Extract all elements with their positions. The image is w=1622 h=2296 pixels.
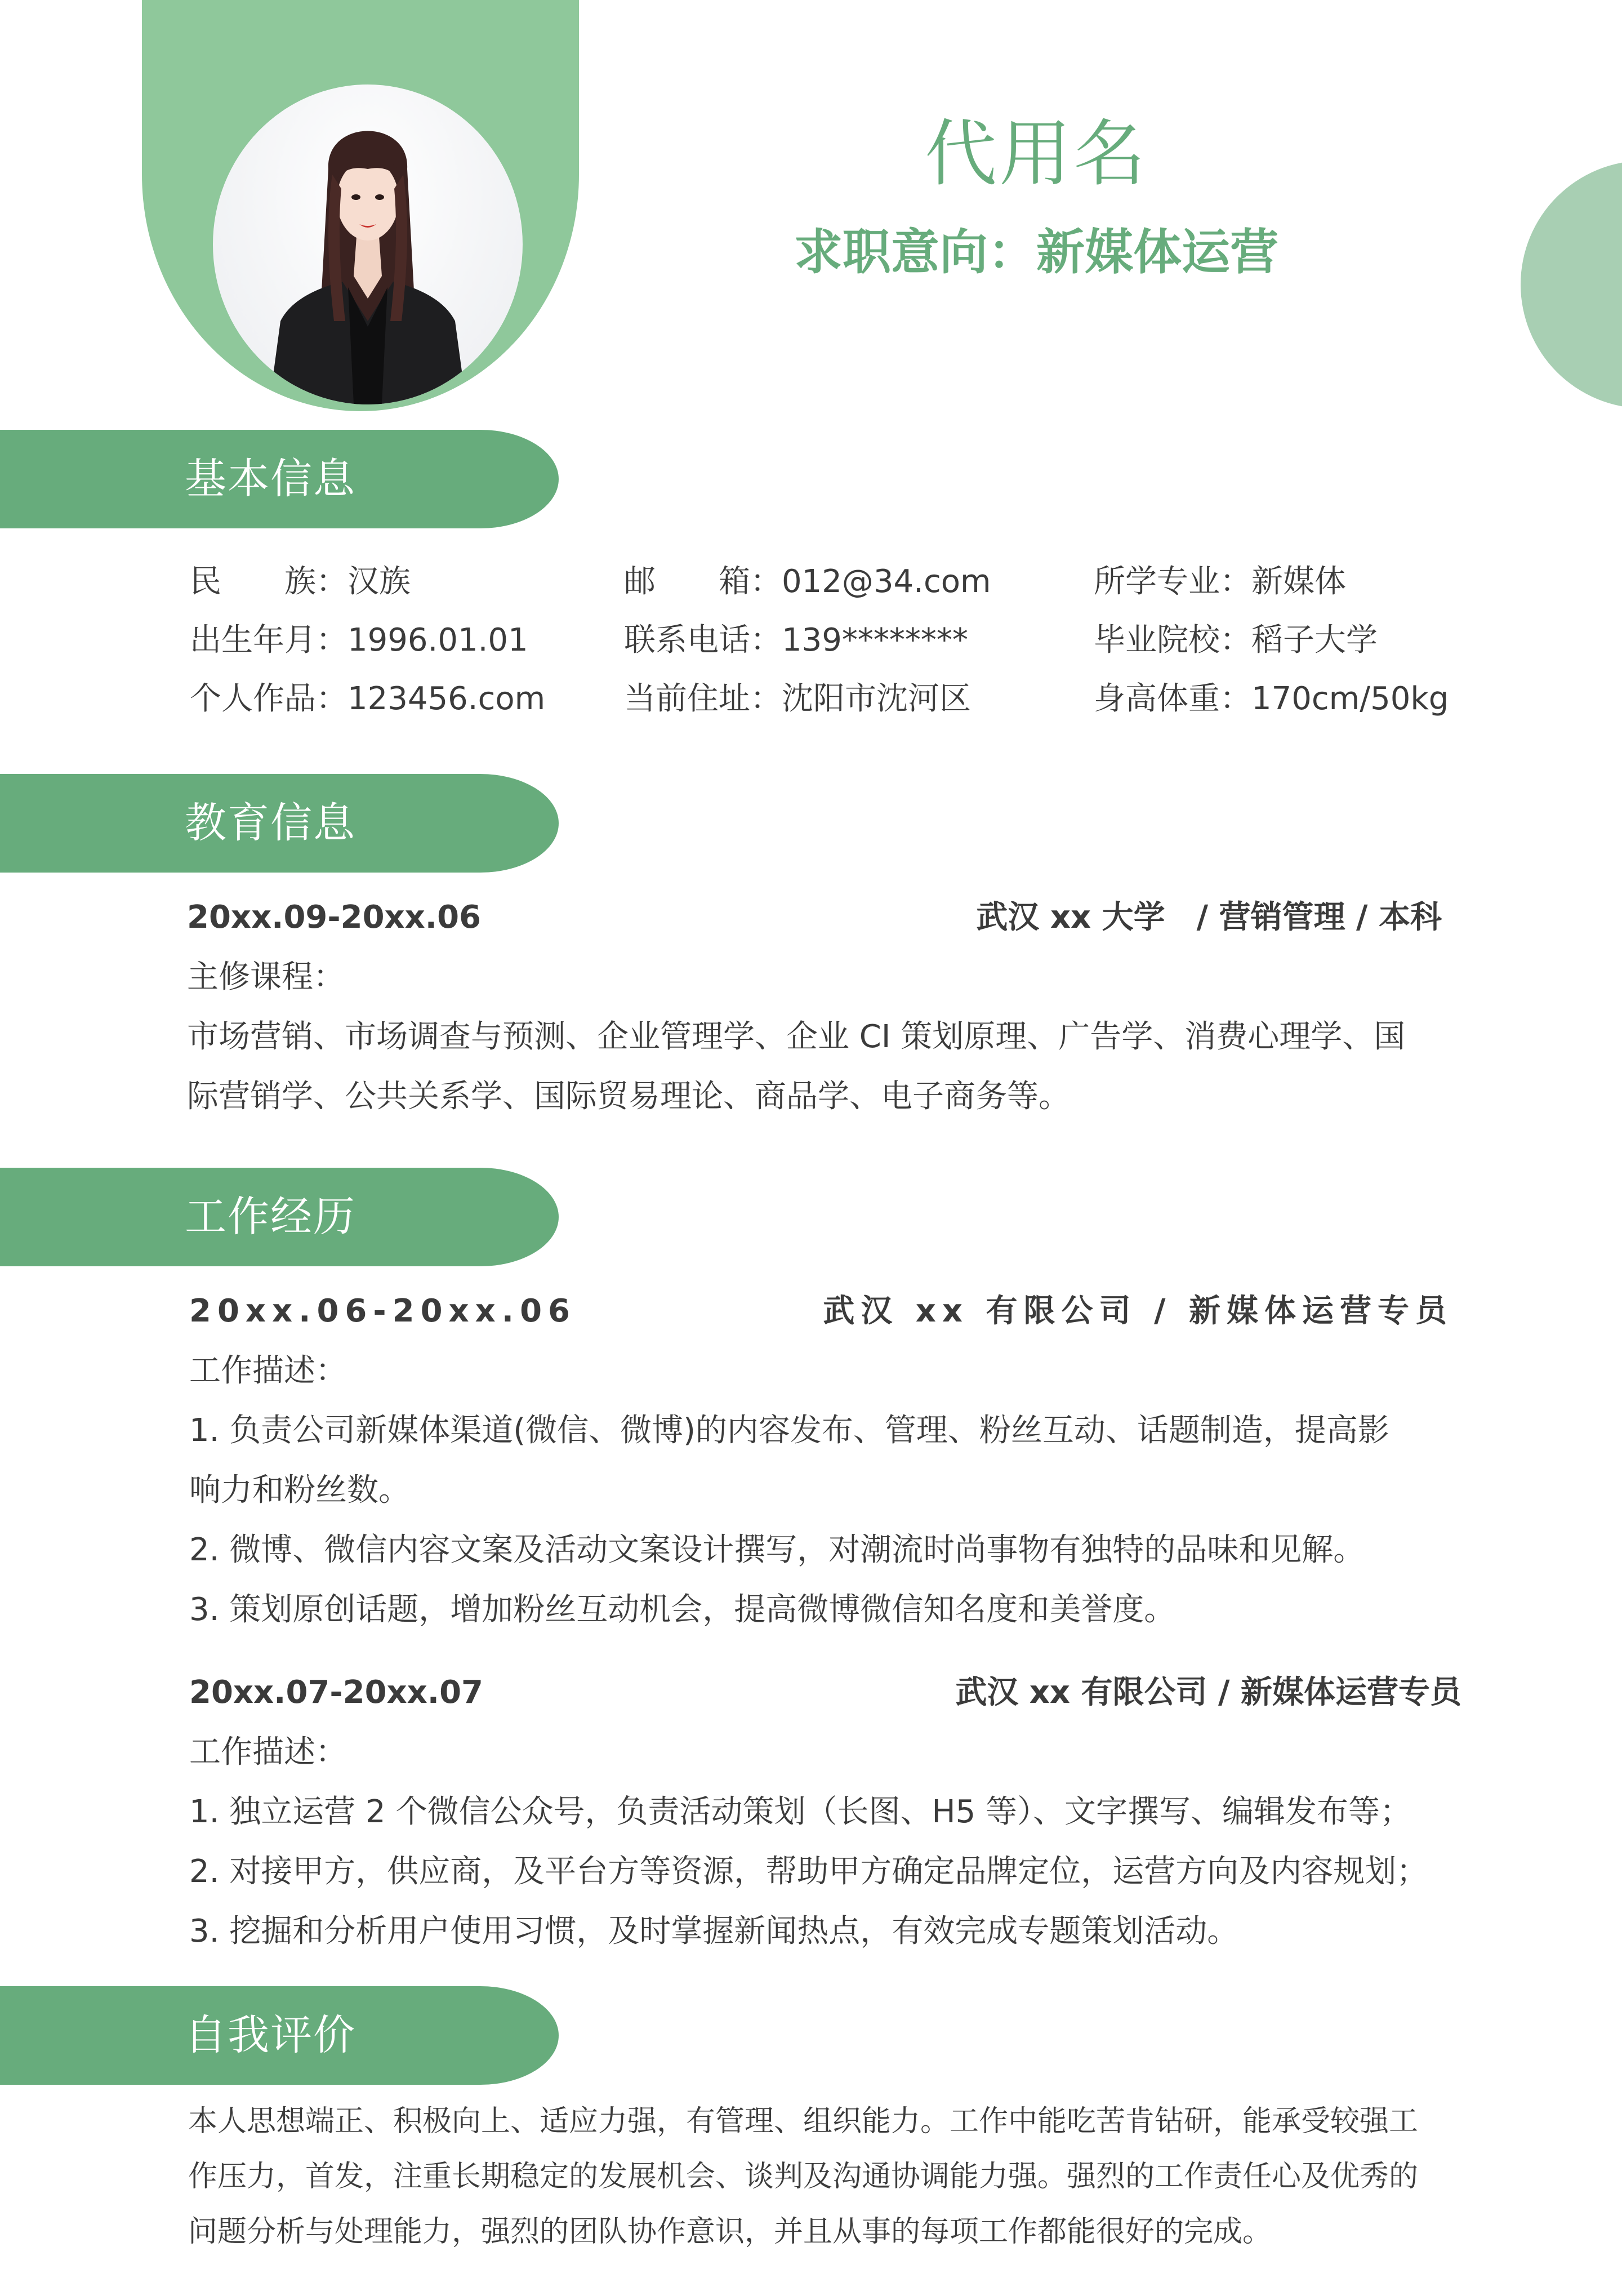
job-1-desc-label: 工作描述： xyxy=(189,1352,347,1389)
self-eval-line: 作压力，首发，注重长期稳定的发展机会、谈判及沟通协调能力强。强烈的工作责任心及优秀的 xyxy=(188,2160,1419,2193)
info-label: 邮 箱： xyxy=(624,563,782,600)
info-row-school xyxy=(1094,622,1449,658)
info-value: 139******** xyxy=(782,622,968,658)
info-value: 1996.01.01 xyxy=(347,622,528,658)
info-row-email xyxy=(624,563,991,600)
job-intention: 求职意向：新媒体运营 xyxy=(794,224,1278,281)
courses-line-1: 市场营销、市场调查与预测、企业管理学、企业 CI 策划原理、广告学、消费心理学、国 xyxy=(187,1018,1406,1055)
job-2-period: 20xx.07-20xx.07 xyxy=(189,1674,483,1711)
job-1-desc-line: 3. 策划原创话题，增加粉丝互动机会，提高微博微信知名度和美誉度。 xyxy=(189,1591,1176,1628)
section-header-self-evaluation xyxy=(0,1986,559,2085)
courses-label: 主修课程： xyxy=(187,959,345,995)
info-row-major xyxy=(1094,563,1449,600)
job-1-desc-line: 2. 微博、微信内容文案及活动文案设计撰写，对潮流时尚事物有独特的品味和见解。 xyxy=(189,1532,1365,1568)
self-eval-line: 问题分析与处理能力，强烈的团队协作意识，并且从事的每项工作都能很好的完成。 xyxy=(188,2215,1272,2249)
info-label: 出生年月： xyxy=(190,622,347,658)
section-header-work xyxy=(0,1168,559,1266)
info-label: 当前住址： xyxy=(624,680,782,717)
job-2-desc-line: 1. 独立运营 2 个微信公众号，负责活动策划（长图、H5 等）、文字撰写、编辑发布等； xyxy=(189,1794,1411,1830)
section-header-education xyxy=(0,774,559,873)
section-title: 教育信息 xyxy=(185,799,356,847)
info-label: 个人作品： xyxy=(190,680,347,717)
info-value: 汉族 xyxy=(347,563,411,600)
info-row-height-weight xyxy=(1094,680,1449,717)
courses-line-2: 际营销学、公共关系学、国际贸易理论、商品学、电子商务等。 xyxy=(187,1078,1070,1115)
portrait-illustration-icon xyxy=(213,84,523,404)
info-value: 稻子大学 xyxy=(1251,622,1378,658)
basic-info-column-3 xyxy=(1094,563,1449,717)
job-2-desc-label: 工作描述： xyxy=(189,1734,347,1770)
info-row-portfolio xyxy=(190,680,546,717)
info-value: 新媒体 xyxy=(1251,563,1346,600)
avatar-photo xyxy=(213,84,523,404)
info-label: 所学专业： xyxy=(1094,563,1251,600)
education-school-major-degree: 武汉 xx 大学 / 营销管理 / 本科 xyxy=(976,899,1442,936)
info-value: 沈阳市沈河区 xyxy=(782,680,971,717)
self-eval-line: 本人思想端正、积极向上、适应力强，有管理、组织能力。工作中能吃苦肯钻研，能承受较强工 xyxy=(188,2104,1419,2138)
info-row-ethnicity xyxy=(190,563,545,600)
info-label: 联系电话： xyxy=(624,622,782,658)
job-1-desc-line: 1. 负责公司新媒体渠道(微信、微博)的内容发布、管理、粉丝互动、话题制造，提高影 xyxy=(189,1412,1389,1449)
info-row-birthdate xyxy=(190,622,545,658)
info-label: 民 族： xyxy=(190,563,347,600)
basic-info-column-1 xyxy=(190,563,546,717)
info-row-address xyxy=(624,680,991,717)
candidate-name: 代用名 xyxy=(924,112,1148,196)
info-label: 毕业院校： xyxy=(1094,622,1251,658)
job-1-company-title: 武汉 xx 有限公司 / 新媒体运营专员 xyxy=(823,1293,1453,1329)
info-row-phone xyxy=(624,622,991,658)
job-2-desc-line: 2. 对接甲方，供应商，及平台方等资源，帮助甲方确定品牌定位，运营方向及内容规划； xyxy=(189,1853,1428,1890)
info-value: 012@34.com xyxy=(782,563,991,600)
job-2-desc-line: 3. 挖掘和分析用户使用习惯，及时掌握新闻热点，有效完成专题策划活动。 xyxy=(189,1913,1239,1950)
info-value: 123456.com xyxy=(347,680,546,717)
job-2-company-title: 武汉 xx 有限公司 / 新媒体运营专员 xyxy=(955,1674,1461,1711)
decorative-circle xyxy=(1521,161,1622,408)
section-header-basic-info xyxy=(0,430,559,528)
job-1-period: 20xx.06-20xx.06 xyxy=(189,1293,576,1329)
basic-info-column-2 xyxy=(624,563,991,717)
education-period: 20xx.09-20xx.06 xyxy=(187,899,481,936)
section-title: 自我评价 xyxy=(185,2011,356,2059)
info-value: 170cm/50kg xyxy=(1251,680,1449,717)
section-title: 基本信息 xyxy=(185,455,356,503)
section-title: 工作经历 xyxy=(185,1193,356,1241)
job-1-desc-line: 响力和粉丝数。 xyxy=(189,1472,410,1509)
info-label: 身高体重： xyxy=(1094,680,1251,717)
